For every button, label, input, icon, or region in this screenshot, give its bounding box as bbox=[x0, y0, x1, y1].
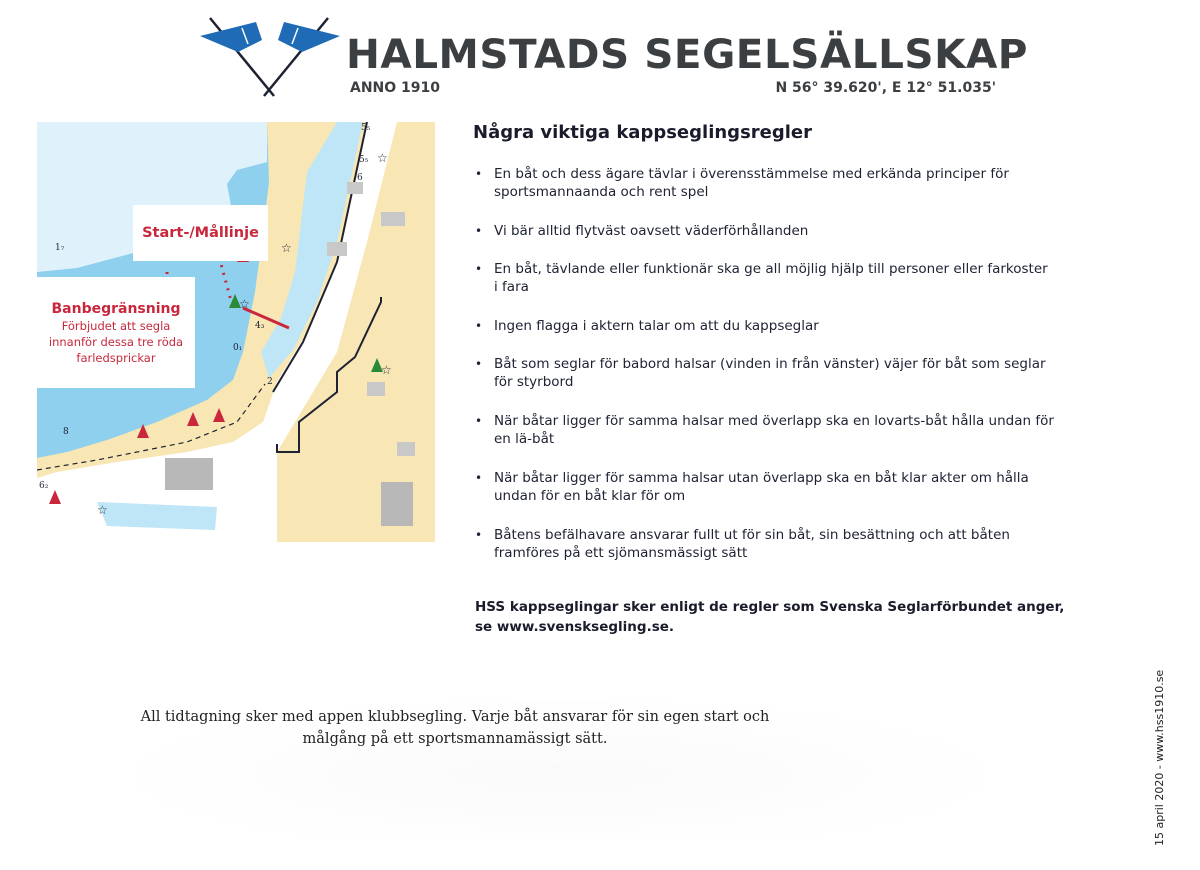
depth-label: 4₃ bbox=[255, 321, 265, 331]
rule-item: • Ingen flagga i aktern talar om att du kappseglar bbox=[475, 317, 1055, 355]
boundary-title: Banbegränsning bbox=[51, 301, 181, 317]
rule-item: • När båtar ligger för samma halsar utan överlapp ska en båt klar akter om hålla undan för en båt klar för om bbox=[475, 469, 1055, 526]
timing-note: All tidtagning sker med appen klubbsegling. Varje båt ansvarar för sin egen start och målgång på ett sportsmannamässigt sätt. bbox=[140, 709, 770, 747]
svg-text:☆: ☆ bbox=[381, 363, 392, 377]
coordinates: N 56° 39.620', E 12° 51.035' bbox=[775, 80, 996, 96]
building bbox=[381, 482, 413, 526]
harbor-chart bbox=[37, 122, 435, 542]
svg-text:☆: ☆ bbox=[239, 297, 250, 311]
depth-label: 2 bbox=[267, 377, 273, 387]
svg-text:☆: ☆ bbox=[377, 151, 388, 165]
depth-label: 5₅ bbox=[359, 155, 369, 165]
rules-title: Några viktiga kappseglingsregler bbox=[473, 122, 813, 143]
rules-footer: HSS kappseglingar sker enligt de regler som Svenska Seglarförbundet anger, se www.svensksegling.se. bbox=[475, 599, 1065, 635]
depth-label: 1₇ bbox=[55, 243, 65, 253]
svg-text:☆: ☆ bbox=[97, 503, 108, 517]
depth-label: 0₁ bbox=[233, 343, 243, 353]
founded-year: ANNO 1910 bbox=[350, 80, 441, 96]
building bbox=[381, 212, 405, 226]
rules-list bbox=[475, 165, 1055, 583]
boundary-box bbox=[37, 277, 195, 388]
rule-item: • Vi bär alltid flytväst oavsett väderförhållanden bbox=[475, 222, 1055, 260]
start-finish-label: Start-/Mållinje bbox=[133, 205, 268, 261]
rule-item: • Båtens befälhavare ansvarar fullt ut för sin båt, sin besättning och att båten framföres på ett sjömansmässigt sätt bbox=[475, 526, 1055, 583]
building bbox=[327, 242, 347, 256]
rule-item: • Båt som seglar för babord halsar (vinden in från vänster) väjer för båt som seglar för styrbord bbox=[475, 355, 1055, 412]
depth-label: 6₂ bbox=[39, 481, 49, 491]
rule-item: • När båtar ligger för samma halsar med överlapp ska en lovarts-båt hålla undan för en lä-båt bbox=[475, 412, 1055, 469]
club-name: HALMSTADS SEGELSÄLLSKAP bbox=[346, 30, 1028, 78]
building bbox=[165, 458, 213, 490]
building bbox=[397, 442, 415, 456]
rule-item: • En båt, tävlande eller funktionär ska ge all möjlig hjälp till personer eller farkoster i fara bbox=[475, 260, 1055, 317]
building bbox=[347, 182, 363, 194]
boundary-text: Förbjudet att segla innanför dessa tre röda farledsprickar bbox=[48, 319, 184, 365]
depth-label: 5₅ bbox=[361, 123, 371, 133]
svg-text:☆: ☆ bbox=[281, 241, 292, 255]
depth-label: 6 bbox=[357, 173, 363, 183]
club-logo bbox=[196, 14, 344, 100]
building bbox=[367, 382, 385, 396]
crossed-pennants-logo-icon bbox=[196, 14, 344, 100]
date-and-website: 15 april 2020 - www.hss1910.se bbox=[1153, 669, 1166, 846]
depth-label: 8 bbox=[63, 427, 69, 437]
rule-item: • En båt och dess ägare tävlar i överensstämmelse med erkända principer för sportsmannaanda och rent spel bbox=[475, 165, 1055, 222]
